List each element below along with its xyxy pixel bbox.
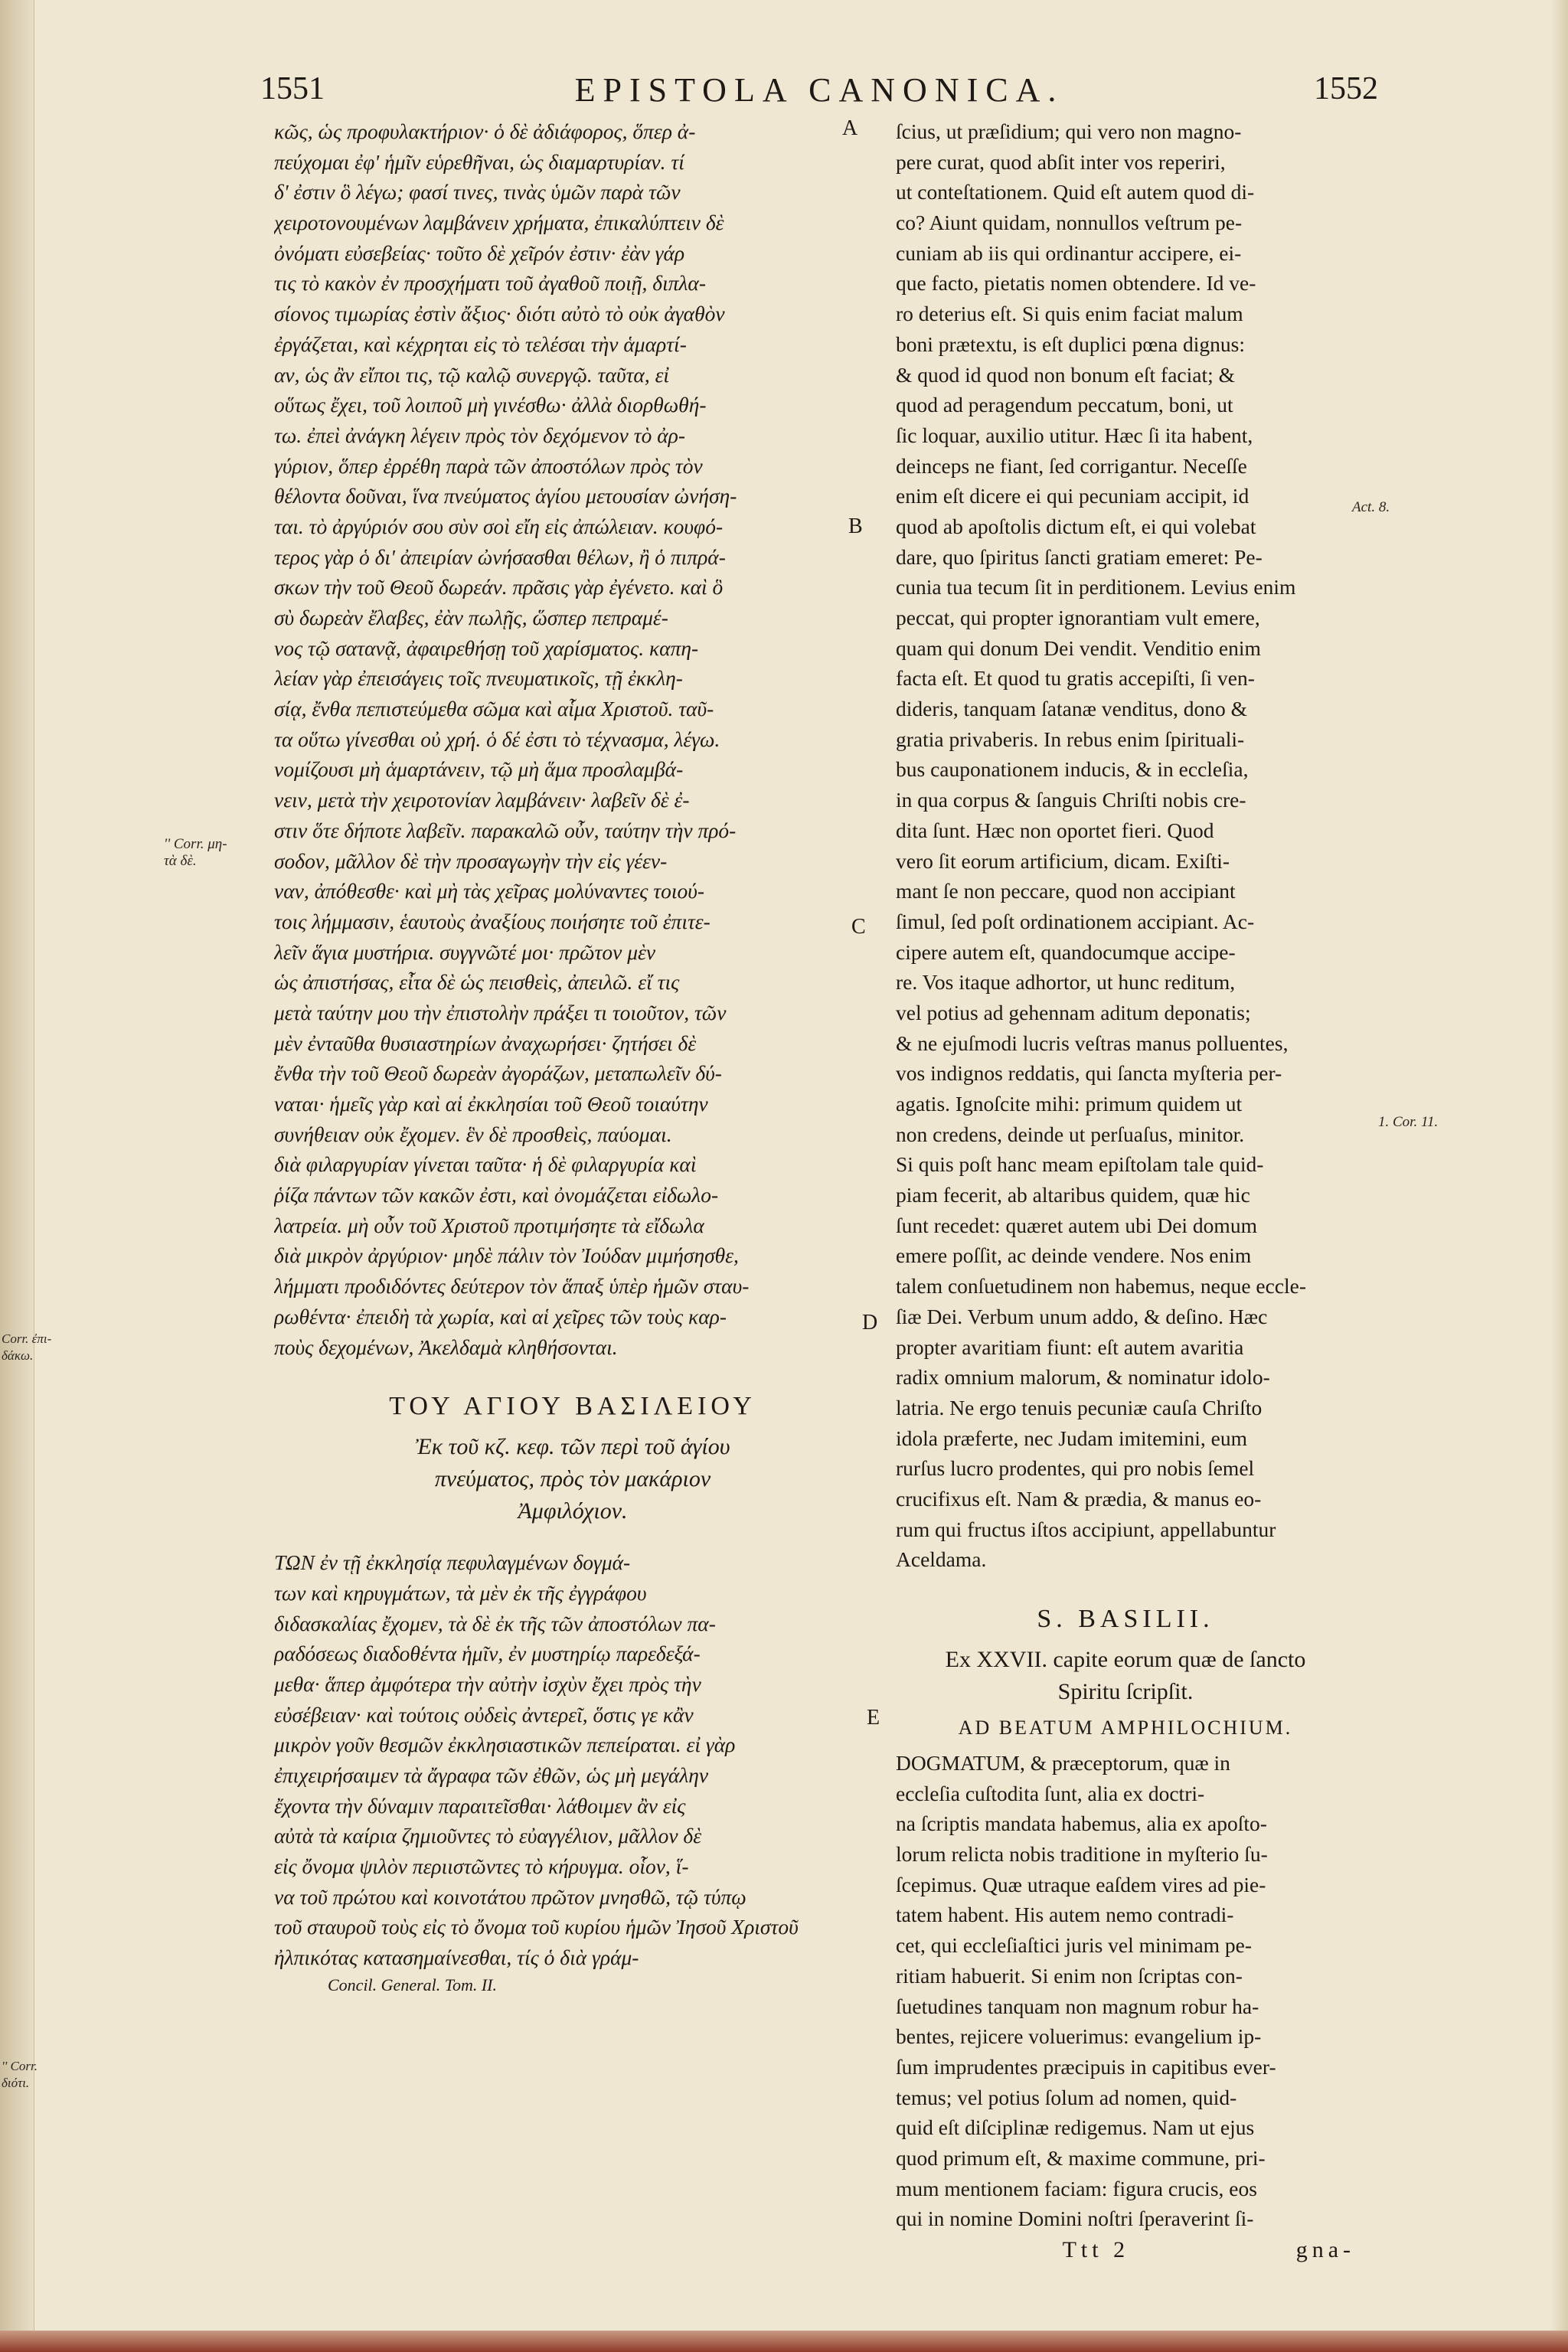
signature-mark: Ttt 2 bbox=[1062, 2237, 1130, 2262]
margin-note-corinthians: 1. Cor. 11. bbox=[1378, 1114, 1439, 1130]
gutter-note-2: '' Corr. διότι. bbox=[2, 2059, 38, 2090]
latin-text-line: crucifixus eſt. Nam & prædia, & manus eo- bbox=[896, 1486, 1262, 1511]
greek-text-line: να τοῦ πρώτου καὶ κοινοτάτου πρῶτον μνησθῶ, τῷ τύπῳ bbox=[274, 1884, 746, 1909]
greek-section-subtitle bbox=[274, 1431, 871, 1527]
latin-text-line: ſunt recedet: quæret autem ubi Dei domum bbox=[896, 1213, 1257, 1237]
latin-text-line: emere poſſit, ac deinde vendere. Nos enim bbox=[896, 1243, 1252, 1268]
greek-text-line: ῥίζα πάντων τῶν κακῶν ἐστι, καὶ ὀνομάζεται εἰδωλο- bbox=[274, 1183, 719, 1207]
greek-text-line: τω. ἐπεὶ ἀνάγκη λέγειν πρὸς τὸν δεχόμενον τὸ ἀρ- bbox=[274, 423, 686, 447]
greek-text-line: διὰ φιλαργυρίαν γίνεται ταῦτα· ἡ δὲ φιλαργυρία καὶ bbox=[274, 1152, 697, 1177]
latin-text-line: ſic loquar, auxilio utitur. Hæc ſi ita habent, bbox=[896, 423, 1253, 447]
latin-text-line: que facto, pietatis nomen obtendere. Id ve- bbox=[896, 271, 1256, 296]
greek-text-line: στιν ὅτε δήποτε λαβεῖν. παρακαλῶ οὖν, ταύτην τὴν πρό- bbox=[274, 818, 737, 842]
latin-text-line: cet, qui eccleſiaſtici juris vel minimam pe- bbox=[896, 1933, 1253, 1958]
greek-text-line: σὺ δωρεὰν ἔλαβες, ἐὰν πωλῇς, ὥσπερ πεπραμέ- bbox=[274, 606, 668, 629]
greek-text-line: μὲν ἐνταῦθα θυσιαστηρίων ἀναχωρήσει· ζητήσει δὲ bbox=[274, 1031, 697, 1055]
latin-text-line: radix omnium malorum, & nominatur idolo- bbox=[896, 1365, 1270, 1390]
latin-text-line: quid eſt diſciplinæ redigemus. Nam ut ejus bbox=[896, 2115, 1255, 2140]
greek-text-line: των καὶ κηρυγμάτων, τὰ μὲν ἐκ τῆς ἐγγράφου bbox=[274, 1580, 647, 1605]
signature-line bbox=[896, 2234, 1355, 2266]
latin-text-line: ſuetudines tanquam non magnum robur ha- bbox=[896, 1994, 1259, 2018]
running-title: EPISTOLA CANONICA. bbox=[574, 71, 1064, 109]
section-marker-c: C bbox=[851, 915, 866, 939]
latin-text-line: qui in nomine Domini noſtri ſperaverint ſi- bbox=[896, 2207, 1254, 2231]
gutter-note-1: Corr. ἐπι- δάκω. bbox=[2, 1331, 52, 1363]
latin-text-line: in qua corpus & ſanguis Chriſti nobis cre- bbox=[896, 788, 1246, 812]
latin-text-line: deinceps ne fiant, ſed corrigantur. Neceſſe bbox=[896, 453, 1247, 478]
greek-text-line: τοις λήμμασιν, ἑαυτοὺς ἀναξίους ποιήσητε τοῦ ἐπιτε- bbox=[274, 909, 710, 933]
greek-subtitle-line: Ἐκ τοῦ κζ. κεφ. τῶν περὶ τοῦ ἁγίου bbox=[415, 1434, 730, 1460]
greek-footer-note: Concil. General. Tom. II. bbox=[328, 1975, 498, 1994]
latin-text-line: ſcepimus. Quæ utraque eaſdem vires ad pie- bbox=[896, 1872, 1266, 1896]
greek-text-line: σίονος τιμωρίας ἐστὶν ἄξιος· διότι αὐτὸ τὸ οὐκ ἀγαθὸν bbox=[274, 302, 725, 326]
latin-text-line: vero ſit eorum artificium, dicam. Exiſti- bbox=[896, 848, 1230, 873]
greek-text-line: νομίζουσι μὴ ἁμαρτάνειν, τῷ μὴ ἅμα προσλαμβά- bbox=[274, 757, 684, 782]
catchword: gna- bbox=[1295, 2237, 1355, 2262]
greek-text-line: εἰς ὄνομα ψιλὸν περιιστῶντες τὸ κήρυγμα. οἷον, ἵ- bbox=[274, 1854, 689, 1879]
greek-text-line: κῶς, ὡς προφυλακτήριον· ὁ δὲ ἀδιάφορος, ὅπερ ἀ- bbox=[274, 119, 696, 143]
greek-text-line: ὡς ἀπιστήσας, εἶτα δὲ ὡς πεισθεὶς, ἀπειλῶ. εἴ τις bbox=[274, 970, 680, 995]
latin-text-line: ſum imprudentes præcipuis in capitibus ever- bbox=[896, 2054, 1276, 2079]
latin-text-line: DOGMATUM, & præceptorum, quæ in bbox=[896, 1751, 1230, 1775]
latin-text-line: quod ab apoſtolis dictum eſt, ei qui volebat bbox=[896, 514, 1256, 538]
greek-text-line: ναν, ἀπόθεσθε· καὶ μὴ τὰς χεῖρας μολύναντες τοιού- bbox=[274, 879, 704, 903]
latin-text-line: rurſus lucro prodentes, qui pro nobis ſemel bbox=[896, 1456, 1255, 1481]
greek-section-title: ΤΟΥ ΑΓΙΟΥ ΒΑΣΙΛΕΙΟΥ bbox=[389, 1392, 756, 1421]
latin-text-line: vel potius ad gehennam aditum deponatis; bbox=[896, 1000, 1251, 1024]
greek-text-line: ποὺς δεχομένων, Ἀκελδαμὰ κληθήσονται. bbox=[274, 1334, 618, 1359]
greek-text-line: συνήθειαν οὐκ ἔχομεν. ἓν δὲ προσθεὶς, παύομαι. bbox=[274, 1122, 672, 1146]
left-page-number: 1551 bbox=[260, 71, 325, 106]
latin-text-line: propter avaritiam fiunt: eſt autem avaritia bbox=[896, 1334, 1244, 1359]
latin-text-line: facta eſt. Et quod tu gratis accepiſti, ſi ven- bbox=[896, 666, 1255, 691]
greek-text-line: αὐτὰ τὰ καίρια ζημιοῦντες τὸ εὐαγγέλιον, μᾶλλον δὲ bbox=[274, 1824, 702, 1848]
latin-text-line: idola præferte, nec Judam imitemini, eum bbox=[896, 1426, 1247, 1450]
section-marker-b: B bbox=[848, 514, 863, 538]
greek-subtitle-line: Ἀμφιλόχιον. bbox=[518, 1498, 628, 1524]
greek-text-line: ναται· ἡμεῖς γὰρ καὶ αἱ ἐκκλησίαι τοῦ Θεοῦ τοιαύτην bbox=[274, 1092, 708, 1116]
greek-text-line: αν, ὡς ἂν εἴποι τις, τῷ καλῷ συνεργῷ. ταῦτα, εἰ bbox=[274, 362, 670, 387]
greek-text-line: νος τῷ σατανᾷ, ἀφαιρεθήσῃ τοῦ χαρίσματος. καπη- bbox=[274, 635, 699, 660]
latin-text-line: agatis. Ignoſcite mihi: primum quidem ut bbox=[896, 1092, 1243, 1116]
latin-text-line: quod ad peragendum peccatum, boni, ut bbox=[896, 393, 1233, 417]
latin-text-line: dideris, tanquam ſatanæ venditus, dono & bbox=[896, 697, 1248, 721]
latin-text-line: ſcius, ut præſidium; qui vero non magno- bbox=[896, 119, 1242, 143]
greek-text-line: μικρὸν γοῦν θεσμῶν ἐκκλησιαστικῶν πεπείραται. εἰ γὰρ bbox=[274, 1733, 736, 1757]
latin-text-line: cipere autem eſt, quandocumque accipe- bbox=[896, 939, 1236, 964]
latin-text-line: ritiam habuerit. Si enim non ſcriptas con- bbox=[896, 1963, 1243, 1988]
latin-text-line: mant ſe non peccare, quod non accipiant bbox=[896, 879, 1236, 903]
latin-text-line: mum mentionem faciam: figura crucis, eos bbox=[896, 2176, 1257, 2200]
latin-text-line: cunia tua tecum ſit in perditionem. Levius enim bbox=[896, 575, 1296, 599]
greek-column bbox=[274, 116, 871, 1998]
greek-text-line: ραδόσεως διαδοθέντα ἡμῖν, ἐν μυστηρίῳ παρεδεξά- bbox=[274, 1642, 701, 1666]
section-marker-a: A bbox=[842, 116, 858, 140]
greek-text-line: ἐργάζεται, καὶ κέχρηται εἰς τὸ τελέσαι τὴν ἁμαρτί- bbox=[274, 332, 687, 356]
latin-text-line: piam fecerit, ab altaribus quidem, quæ hic bbox=[896, 1183, 1250, 1207]
latin-text-line: bentes, rejicere voluerimus: evangelium ip- bbox=[896, 2024, 1262, 2049]
greek-text-line: ὀνόματι εὐσεβείας· τοῦτο δὲ χεῖρόν ἐστιν· ἐὰν γάρ bbox=[274, 240, 685, 265]
latin-text-line: latria. Ne ergo tenuis pecuniæ cauſa Chriſto bbox=[896, 1395, 1263, 1419]
right-page-number: 1552 bbox=[1314, 71, 1378, 106]
latin-column bbox=[896, 116, 1355, 2266]
latin-text-line: dare, quo ſpiritus ſancti gratiam emeret: Pe- bbox=[896, 544, 1263, 569]
greek-text-line: θέλοντα δοῦναι, ἵνα πνεύματος ἁγίου μετουσίαν ὠνήση- bbox=[274, 484, 737, 508]
latin-text-line: boni prætextu, is eſt duplici pœna dignus: bbox=[896, 332, 1246, 356]
greek-text-block bbox=[274, 116, 871, 1362]
binding-gutter bbox=[0, 0, 34, 2352]
greek-text-line: ΤΩΝ ἐν τῇ ἐκκλησίᾳ πεφυλαγμένων δογμά- bbox=[274, 1550, 631, 1575]
greek-text-line: σκων τὴν τοῦ Θεοῦ δωρεάν. πρᾶσις γὰρ ἐγένετο. καὶ ὃ bbox=[274, 575, 724, 599]
latin-text-line: quod primum eſt, & maxime commune, pri- bbox=[896, 2145, 1266, 2170]
latin-text-line: tatem habent. His autem nemo contradi- bbox=[896, 1903, 1234, 1927]
greek-text-line: διὰ μικρὸν ἀργύριον· μηδὲ πάλιν τὸν Ἰούδαν μιμήσησθε, bbox=[274, 1243, 739, 1268]
greek-text-line: γύριον, ὅπερ ἐρρέθη παρὰ τῶν ἀποστόλων πρὸς τὸν bbox=[274, 453, 703, 478]
latin-subtitle-line: Spiritu ſcripſit. bbox=[1057, 1679, 1194, 1704]
latin-second-text-block bbox=[896, 1748, 1355, 2234]
greek-text-line: ἠλπικότας κατασημαίνεσθαι, τίς ὁ διὰ γράμ- bbox=[274, 1945, 639, 1970]
greek-text-line: τοῦ σταυροῦ τοὺς εἰς τὸ ὄνομα τοῦ κυρίου ἡμῶν Ἰησοῦ Χριστοῦ bbox=[274, 1915, 799, 1939]
greek-text-line: λείαν γὰρ ἐπεισάγεις τοῖς πνευματικοῖς, τῇ ἐκκλη- bbox=[274, 666, 683, 691]
latin-text-line: re. Vos itaque adhortor, ut hunc reditum, bbox=[896, 970, 1236, 995]
greek-text-line: σίᾳ, ἔνθα πεπιστεύμεθα σῶμα καὶ αἷμα Χριστοῦ. ταῦ- bbox=[274, 697, 714, 721]
page-bottom-edge bbox=[0, 2331, 1568, 2352]
latin-text-line: rum qui fructus iſtos accipiunt, appellabuntur bbox=[896, 1517, 1276, 1541]
greek-text-line: μεθα· ἅπερ ἀμφότερα τὴν αὐτὴν ἰσχὺν ἔχει πρὸς τὴν bbox=[274, 1671, 701, 1696]
greek-text-line: χειροτονουμένων λαμβάνειν χρήματα, ἐπικαλύπτειν δὲ bbox=[274, 211, 724, 235]
greek-text-line: τα οὕτω γίνεσθαι οὐ χρή. ὁ δέ ἐστι τὸ τέχνασμα, λέγω. bbox=[274, 727, 720, 751]
latin-text-line: pere curat, quod abſit inter vos reperiri, bbox=[896, 149, 1226, 174]
greek-text-line: μετὰ ταύτην μου τὴν ἐπιστολὴν πράξει τι τοιοῦτον, τῶν bbox=[274, 1000, 727, 1024]
greek-text-line: ρωθέντα· ἐπειδὴ τὰ χωρία, καὶ αἱ χεῖρες τῶν τοὺς καρ- bbox=[274, 1304, 727, 1328]
latin-text-line: na ſcriptis mandata habemus, alia ex apoſto- bbox=[896, 1811, 1267, 1836]
greek-text-line: ἔχοντα τὴν δύναμιν παραιτεῖσθαι· λάθοιμεν ἂν εἰς bbox=[274, 1793, 686, 1818]
greek-text-line: σοδον, μᾶλλον δὲ τὴν προσαγωγὴν τὴν εἰς γέεν- bbox=[274, 848, 668, 873]
greek-text-line: νειν, μετὰ τὴν χειροτονίαν λαμβάνειν· λαβεῖν δὲ ἐ- bbox=[274, 788, 690, 812]
greek-text-line: πεύχομαι ἐφ' ἡμῖν εὑρεθῆναι, ὡς διαμαρτυρίαν. τί bbox=[274, 149, 684, 174]
greek-text-line: ται. τὸ ἀργύριόν σου σὺν σοὶ εἴη εἰς ἀπώλειαν. κουφό- bbox=[274, 514, 724, 538]
latin-text-line: quam qui donum Dei vendit. Venditio enim bbox=[896, 635, 1261, 660]
latin-text-line: ut conteſtationem. Quid eſt autem quod di- bbox=[896, 180, 1255, 204]
latin-text-line: enim eſt dicere ei qui pecuniam accipit, id bbox=[896, 484, 1250, 508]
latin-text-line: peccat, qui propter ignorantiam vult emere, bbox=[896, 606, 1260, 629]
running-header bbox=[260, 70, 1378, 116]
margin-note-correction: '' Corr. μη- τὰ δὲ. bbox=[164, 836, 227, 869]
greek-second-text-block bbox=[274, 1547, 871, 1973]
greek-text-line: εὐσέβειαν· καὶ τούτοις οὐδεὶς ἀντερεῖ, ὅστις γε κἂν bbox=[274, 1702, 694, 1726]
latin-text-line: bus cauponationem inducis, & in eccleſia, bbox=[896, 757, 1249, 782]
latin-text-line: lorum relicta nobis traditione in myſterio ſu- bbox=[896, 1842, 1268, 1867]
greek-text-line: λήμματι προδιδόντες δεύτερον τὸν ἅπαξ ὑπὲρ ἡμῶν σταυ- bbox=[274, 1274, 750, 1298]
greek-text-line: λεῖν ἅγια μυστήρια. συγγνῶτέ μοι· πρῶτον μὲν bbox=[274, 939, 656, 964]
greek-subtitle-line: πνεύματος, πρὸς τὸν μακάριον bbox=[434, 1466, 711, 1492]
latin-dedication: AD BEATUM AMPHILOCHIUM. bbox=[958, 1717, 1293, 1739]
latin-text-line: ſiæ Dei. Verbum unum addo, & deſino. Hæc bbox=[896, 1304, 1268, 1328]
greek-text-line: ἔνθα τὴν τοῦ Θεοῦ δωρεὰν ἀγοράζων, μεταπωλεῖν δύ- bbox=[274, 1061, 722, 1086]
page-edge bbox=[1551, 0, 1568, 2352]
latin-text-line: ſimul, ſed poſt ordinationem accipiant. Ac- bbox=[896, 909, 1255, 933]
latin-text-line: ro deterius eſt. Si quis enim faciat malum bbox=[896, 302, 1243, 326]
latin-section-subtitle bbox=[896, 1644, 1355, 1708]
latin-text-line: vos indignos reddatis, qui ſancta myſteria per- bbox=[896, 1061, 1282, 1086]
latin-text-line: & quod id quod non bonum eſt faciat; & bbox=[896, 362, 1235, 387]
greek-text-line: τερος γὰρ ὁ δι' ἀπειρίαν ὠνήσασθαι θέλων, ἢ ὁ πιπρά- bbox=[274, 544, 726, 569]
latin-text-line: talem conſuetudinem non habemus, neque eccle- bbox=[896, 1274, 1307, 1298]
section-marker-d: D bbox=[862, 1311, 878, 1334]
margin-note-acts: Act. 8. bbox=[1352, 499, 1390, 515]
latin-text-line: eccleſia cuſtodita ſunt, alia ex doctri- bbox=[896, 1781, 1205, 1805]
latin-subtitle-line: Ex XXVII. capite eorum quæ de ſancto bbox=[945, 1647, 1306, 1672]
latin-text-line: co? Aiunt quidam, nonnullos veſtrum pe- bbox=[896, 211, 1243, 235]
greek-text-line: διδασκαλίας ἔχομεν, τὰ δὲ ἐκ τῆς τῶν ἀποστόλων πα- bbox=[274, 1611, 716, 1635]
latin-text-block bbox=[896, 116, 1355, 1575]
latin-text-line: Aceldama. bbox=[896, 1547, 987, 1572]
latin-text-line: temus; vel potius ſolum ad nomen, quid- bbox=[896, 2085, 1237, 2109]
greek-text-line: τις τὸ κακὸν ἐν προσχήματι τοῦ ἀγαθοῦ ποιῇ, διπλα- bbox=[274, 271, 707, 296]
latin-text-line: dita ſunt. Hæc non oportet fieri. Quod bbox=[896, 818, 1214, 842]
latin-section-title: S. BASILII. bbox=[1037, 1605, 1214, 1633]
greek-text-line: λατρεία. μὴ οὖν τοῦ Χριστοῦ προτιμήσητε τὰ εἴδωλα bbox=[274, 1213, 704, 1237]
latin-text-line: cuniam ab iis qui ordinantur accipere, ei- bbox=[896, 240, 1242, 265]
latin-text-line: Si quis poſt hanc meam epiſtolam tale quid- bbox=[896, 1152, 1264, 1177]
latin-text-line: non credens, deinde ut perſuaſus, minitor. bbox=[896, 1122, 1245, 1146]
latin-text-line: gratia privaberis. In rebus enim ſpirituali- bbox=[896, 727, 1245, 751]
latin-text-line: & ne ejuſmodi lucris veſtras manus polluentes, bbox=[896, 1031, 1289, 1055]
greek-text-line: οὕτως ἔχει, τοῦ λοιποῦ μὴ γινέσθω· ἀλλὰ διορθωθή- bbox=[274, 393, 707, 417]
section-marker-e: E bbox=[867, 1706, 880, 1730]
greek-text-line: δ' ἐστιν ὃ λέγω; φασί τινες, τινὰς ὑμῶν παρὰ τῶν bbox=[274, 180, 681, 204]
greek-text-line: ἐπιχειρήσαιμεν τὰ ἄγραφα τῶν ἐθῶν, ὡς μὴ μεγάλην bbox=[274, 1763, 709, 1787]
